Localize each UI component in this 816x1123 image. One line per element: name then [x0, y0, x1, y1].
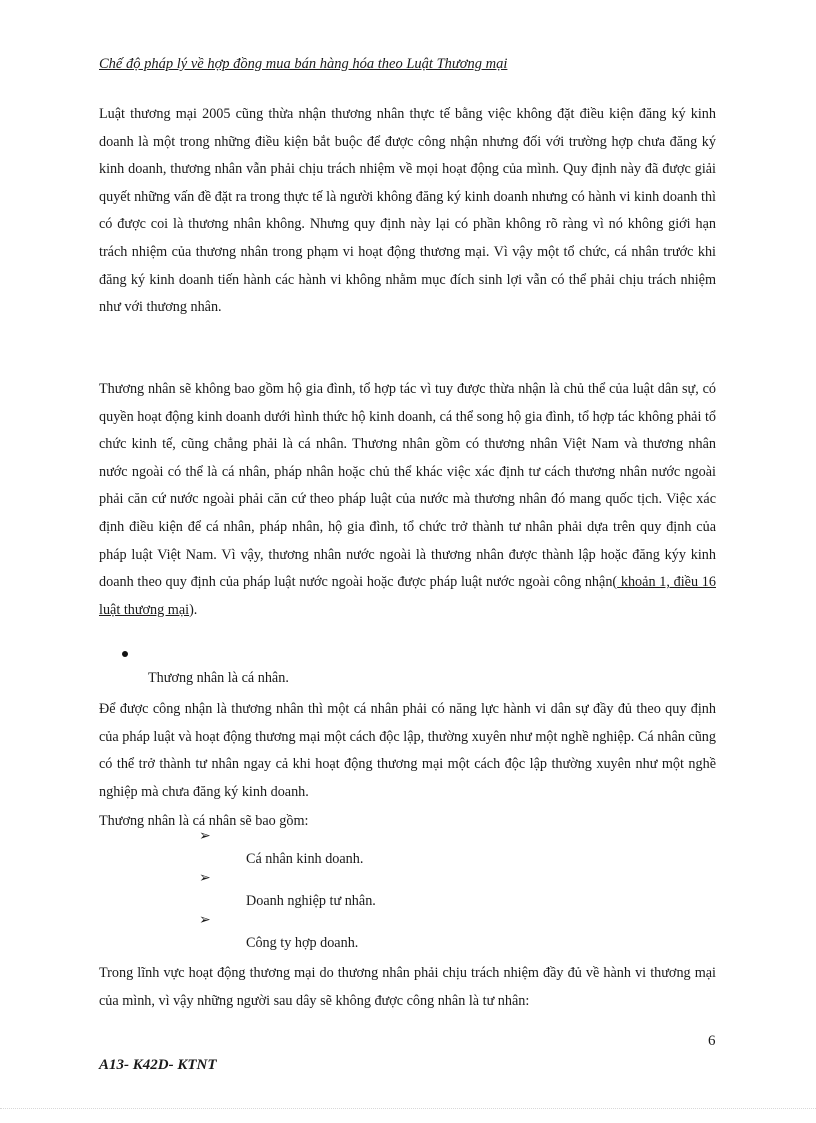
running-header: Chế độ pháp lý về hợp đồng mua bán hàng hóa theo Luật Thương mại: [99, 56, 508, 72]
page-number: 6: [708, 1033, 716, 1049]
bullet-heading: Thương nhân là cá nhân.: [148, 670, 289, 686]
paragraph-3: Để được công nhận là thương nhân thì một cá nhân phải có năng lực hành vi dân sự đầy đủ theo quy định của pháp luật và hoạt động thương mại một cách độc lập, thường xuyên như một nghề nghiệp. Cá nhân cũng có thể trở thành tư nhân ngay cả khi hoạt động thương mại một cách độc lập thường xuyên như một nghề nghiệp mà chưa đăng ký kinh doanh.: [99, 701, 716, 800]
legal-reference: khoản 1, điều 16 luật thương mại: [99, 574, 716, 618]
arrow-bullet-icon: ➢: [199, 870, 211, 886]
bullet-icon: [122, 651, 128, 657]
running-footer: A13- K42D- KTNT: [99, 1057, 217, 1073]
arrow-bullet-icon: ➢: [199, 828, 211, 844]
paragraph-4: Trong lĩnh vực hoạt động thương mại do thương nhân phải chịu trách nhiệm đầy đủ về hành vi thương mại của mình, vì vậy những người sau dây sẽ không được công nhân là tư nhân:: [99, 965, 716, 1009]
paragraph-1: Luật thương mại 2005 cũng thừa nhận thương nhân thực tế bằng việc không đặt điều kiện đăng ký kinh doanh là một trong những điều kiện bắt buộc để được công nhận nhưng đối với trường hợp chưa đăng ký kinh doanh, thương nhân vẫn phải chịu trách nhiệm về mọi hoạt động của mình. Quy định này đã được giải quyết những vấn đề đặt ra trong thực tế là người không đăng ký kinh doanh nhưng có hành vi kinh doanh thì có được coi là thương nhân không. Nhưng quy định này lại có phần không rõ ràng vì nó không giới hạn trách nhiệm của thương nhân trong phạm vi hoạt động thương mại. Vì vậy một tổ chức, cá nhân trước khi đăng ký kinh doanh tiến hành các hành vi không nhằm mục đích sinh lợi vẫn có thể phải chịu trách nhiệm như với thương nhân.: [99, 106, 716, 316]
arrow-bullet-icon: ➢: [199, 912, 211, 928]
page-bottom-divider: [0, 1108, 816, 1109]
list-intro: Thương nhân là cá nhân sẽ bao gồm:: [99, 813, 309, 829]
paragraph-2-end: ).: [189, 601, 198, 618]
list-item: Cá nhân kinh doanh.: [246, 851, 364, 867]
paragraph-2-text: Thương nhân sẽ không bao gồm hộ gia đình, tổ hợp tác vì tuy được thừa nhận là chủ thể của luật dân sự, có quyền hoạt động kinh doanh dưới hình thức hộ kinh doanh, cá thể song hộ gia đình, tổ hợp tác không phải tổ chức kinh tế, cũng chẳng phải là cá nhân. Thương nhân gồm có thương nhân Việt Nam và thương nhân nước ngoài có thể là cá nhân, pháp nhân hoặc chủ thể khác việc xác định tư cách thương nhân nước ngoài phải căn cứ nước ngoài phải căn cứ theo pháp luật của nước mà thương nhân đó mang quốc tịch. Việc xác định điều kiện để cá nhân, pháp nhân, hộ gia đình, tổ chức trở thành tư nhân phải dựa trên quy định của pháp luật Việt Nam. Vì vậy, thương nhân nước ngoài là thương nhân được thành lập hoặc đăng kýy kinh doanh theo quy định của pháp luật nước ngoài hoặc được pháp luật nước ngoài công nhận(: [99, 381, 716, 591]
list-item: Doanh nghiệp tư nhân.: [246, 893, 376, 909]
list-item: Công ty hợp doanh.: [246, 935, 359, 951]
paragraph-2: [99, 376, 716, 624]
